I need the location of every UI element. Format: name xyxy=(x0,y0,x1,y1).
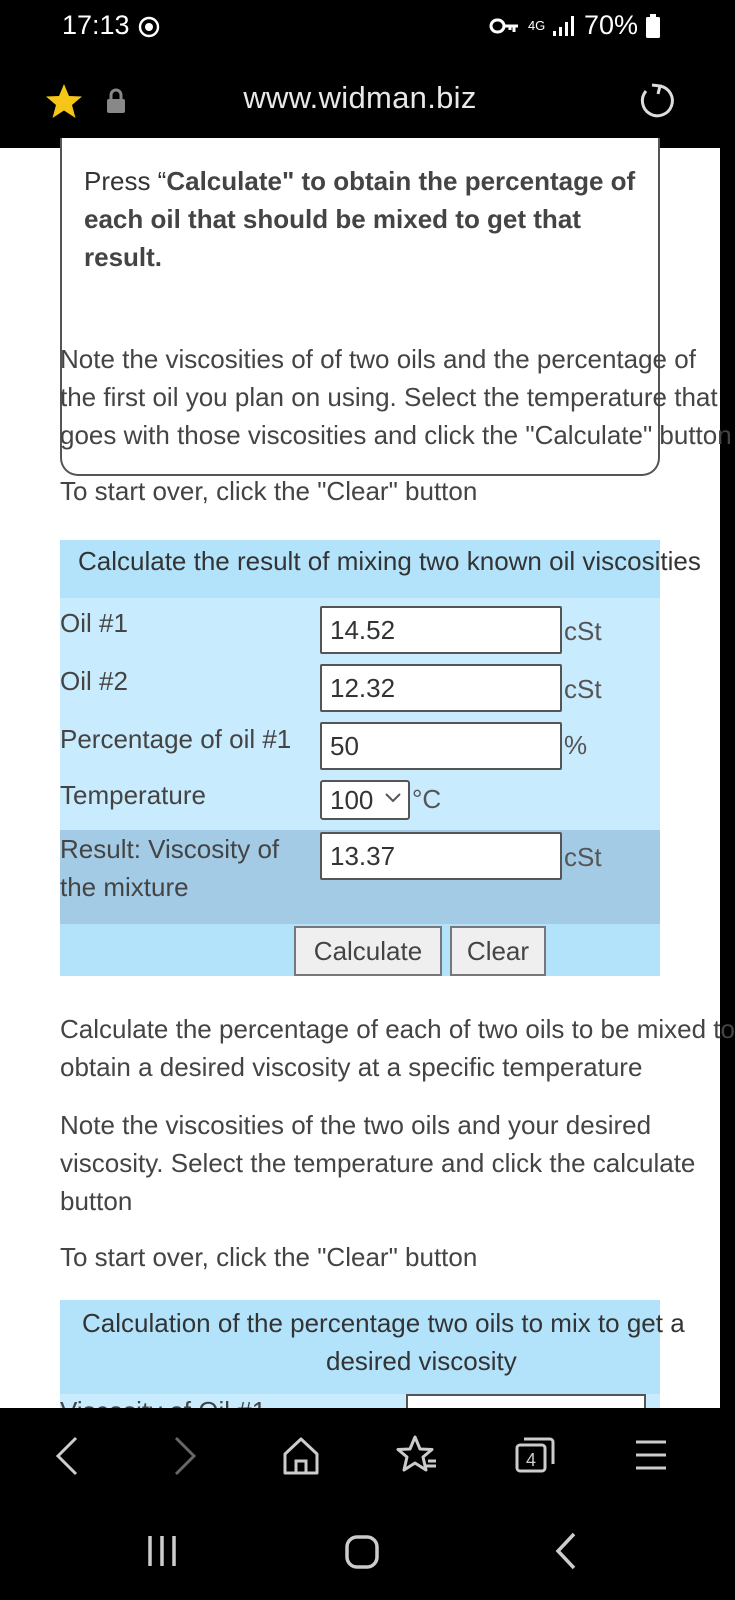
status-right xyxy=(490,10,660,41)
clear-instruction-1: To start over, click the "Clear" button xyxy=(60,476,478,506)
recents-icon[interactable] xyxy=(146,1534,178,1568)
network-type: 4G xyxy=(527,17,546,33)
note-bold-text: Calculate" to obtain the percentage of each oil that should be mixed to get that result. xyxy=(84,166,636,272)
percentage-calculator-header xyxy=(60,1300,685,1394)
reload-icon[interactable] xyxy=(638,82,674,118)
temperature-value: 100 xyxy=(330,785,374,815)
second-intro-line-1: Calculate the percentage of each of two oils to be mixed to xyxy=(60,1014,735,1044)
oil2-unit: cSt xyxy=(564,674,602,704)
system-back-icon[interactable] xyxy=(554,1532,578,1570)
url-text[interactable]: www.widman.biz xyxy=(243,80,477,115)
status-bar xyxy=(0,0,720,52)
percentage-calculator-header-line-2: desired viscosity xyxy=(326,1346,517,1376)
temperature-label: Temperature xyxy=(60,780,206,810)
bookmarks-icon[interactable] xyxy=(396,1434,438,1476)
result-label xyxy=(60,830,279,906)
result-label-line-2: the mixture xyxy=(60,872,189,902)
chevron-down-icon xyxy=(384,792,402,804)
clear-button[interactable]: Clear xyxy=(450,926,546,976)
navigation-bar xyxy=(0,1408,720,1600)
status-time: 17:13 xyxy=(62,10,130,40)
button-row xyxy=(60,924,660,976)
second-intro-line-2: obtain a desired viscosity at a specific temperature xyxy=(60,1052,643,1082)
result-output[interactable]: 13.37 xyxy=(320,832,562,880)
battery-icon xyxy=(646,14,660,38)
result-row xyxy=(60,830,660,924)
intro-line-1: Note the viscosities of of two oils and the percentage of xyxy=(60,344,696,374)
oil1-label: Oil #1 xyxy=(60,608,128,638)
second-instructions-line-1: Note the viscosities of the two oils and your desired xyxy=(60,1110,652,1140)
percentage-calculator-header-line-1: Calculation of the percentage two oils to mix to get a xyxy=(82,1308,685,1338)
note-box-text xyxy=(84,162,644,276)
second-instructions xyxy=(60,1106,696,1220)
second-instructions-line-3: button xyxy=(60,1186,133,1216)
key-icon xyxy=(490,16,520,36)
intro-line-3: goes with those viscosities and click the "Calculate" button xyxy=(60,420,732,450)
note-prefix: Press “ xyxy=(84,166,167,196)
page-viewport[interactable] xyxy=(0,148,735,1408)
battery-percent: 70% xyxy=(583,10,638,40)
tabs-icon[interactable] xyxy=(514,1436,556,1474)
home-button-icon[interactable] xyxy=(344,1534,380,1570)
result-label-line-1: Result: Viscosity of xyxy=(60,834,280,864)
home-icon[interactable] xyxy=(282,1436,320,1476)
percentage-unit: % xyxy=(564,730,588,760)
menu-icon[interactable] xyxy=(634,1438,668,1472)
forward-icon[interactable] xyxy=(172,1436,198,1476)
percentage-input[interactable]: 50 xyxy=(320,722,562,770)
oil2-label: Oil #2 xyxy=(60,666,128,696)
signal-icon xyxy=(552,15,576,37)
percentage-label: Percentage of oil #1 xyxy=(60,724,292,754)
calculate-button[interactable]: Calculate xyxy=(294,926,442,976)
clear-instruction-2: To start over, click the "Clear" button xyxy=(60,1242,478,1272)
back-icon[interactable] xyxy=(54,1436,80,1476)
tab-count: 4 xyxy=(525,1450,537,1470)
oil1-input[interactable]: 14.52 xyxy=(320,606,562,654)
shield-icon xyxy=(138,16,160,38)
temperature-select[interactable] xyxy=(320,780,410,820)
mix-calculator xyxy=(60,540,701,976)
intro-line-2: the first oil you plan on using. Select the temperature that xyxy=(60,382,718,412)
mix-calculator-header: Calculate the result of mixing two known oil viscosities xyxy=(60,540,660,598)
second-instructions-line-2: viscosity. Select the temperature and click the calculate xyxy=(60,1148,696,1178)
intro-paragraph xyxy=(60,340,732,454)
oil1-unit: cSt xyxy=(564,616,602,646)
temperature-unit: °C xyxy=(412,784,442,814)
result-unit: cSt xyxy=(564,842,602,872)
second-intro xyxy=(60,1010,735,1086)
oil2-input[interactable]: 12.32 xyxy=(320,664,562,712)
